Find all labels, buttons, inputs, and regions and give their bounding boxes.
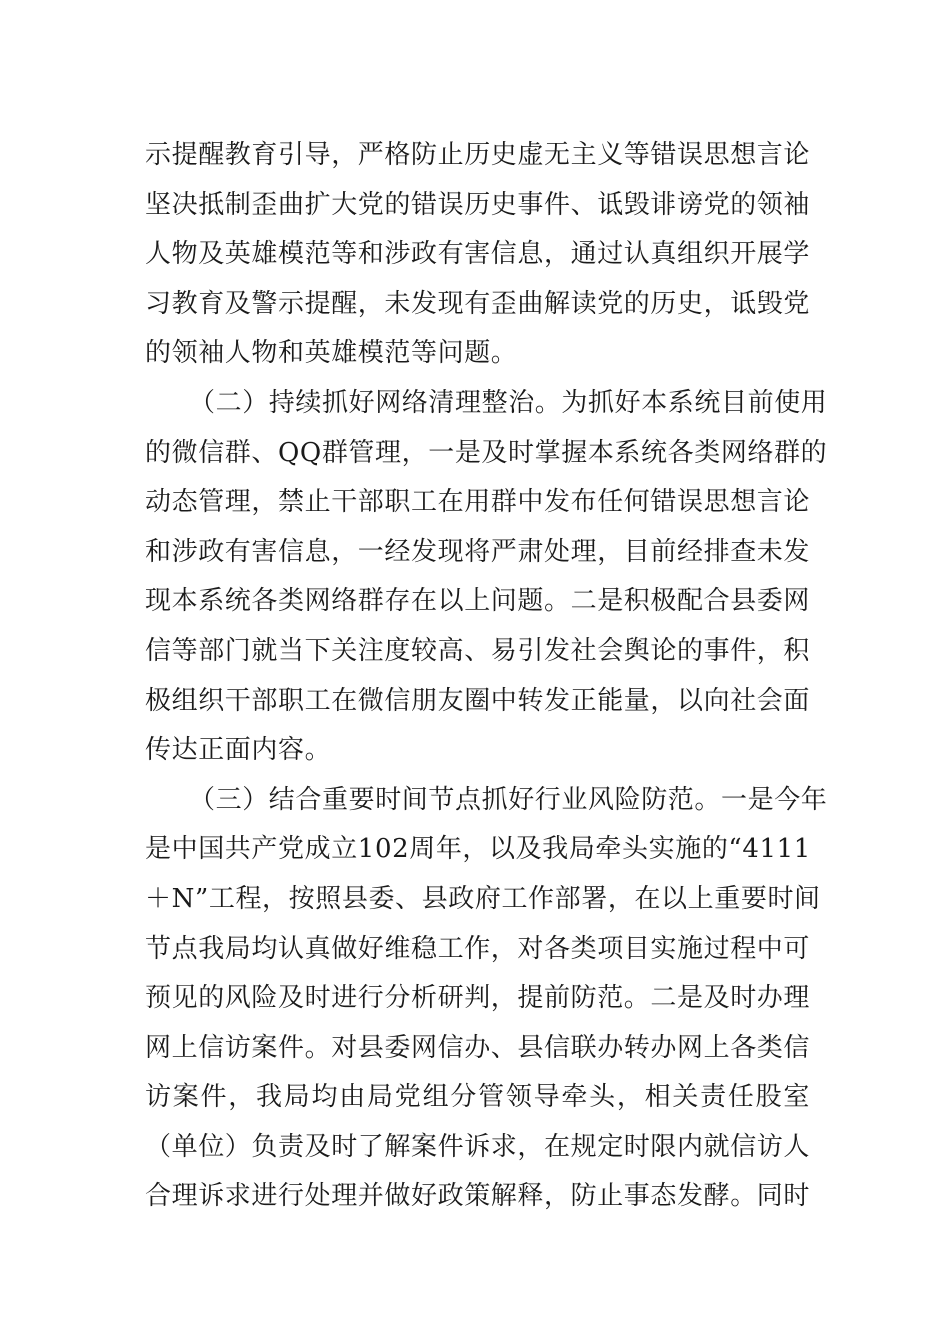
section-heading-line: （三）结合重要时间节点抓好行业风险防范。一是今年	[189, 784, 828, 815]
text-line: 网上信访案件。对县委网信办、县信联办转办网上各类信	[145, 1032, 811, 1063]
text-line: 动态管理，禁止干部职工在用群中发布任何错误思想言论	[145, 487, 811, 518]
text-line: 极组织干部职工在微信朋友圈中转发正能量，以向社会面	[145, 685, 811, 716]
text-line: 现本系统各类网络群存在以上问题。二是积极配合县委网	[145, 586, 811, 617]
text-line: 预见的风险及时进行分析研判，提前防范。二是及时办理	[145, 983, 811, 1014]
text-line: 和涉政有害信息，一经发现将严肃处理，目前经排查未发	[145, 536, 811, 567]
text-line: 坚决抵制歪曲扩大党的错误历史事件、诋毁诽谤党的领袖	[145, 189, 811, 220]
text-line: 的微信群、QQ群管理，一是及时掌握本系统各类网络群的	[145, 437, 828, 468]
document-body	[145, 131, 828, 1222]
text-line: 示提醒教育引导，严格防止历史虚无主义等错误思想言论	[145, 140, 811, 170]
section-heading-line: （二）持续抓好网络清理整治。为抓好本系统目前使用	[189, 387, 828, 418]
text-line: 习教育及警示提醒，未发现有歪曲解读党的历史，诋毁党	[145, 288, 811, 319]
text-line: 访案件，我局均由局党组分管领导牵头，相关责任股室	[145, 1082, 810, 1113]
text-line: （单位）负责及时了解案件诉求，在规定时限内就信访人	[145, 1131, 811, 1162]
text-line: 信等部门就当下关注度较高、易引发社会舆论的事件，积	[145, 635, 811, 666]
text-line: 传达正面内容。	[145, 735, 332, 766]
text-line: 是中国共产党成立102周年，以及我局牵头实施的“4111	[145, 834, 811, 865]
text-line: ＋N”工程，按照县委、县政府工作部署，在以上重要时间	[145, 883, 821, 914]
text-line: 合理诉求进行处理并做好政策解释，防止事态发酵。同时	[145, 1181, 811, 1212]
text-line: 节点我局均认真做好维稳工作，对各类项目实施过程中可	[145, 933, 811, 964]
text-line: 人物及英雄模范等和涉政有害信息，通过认真组织开展学	[145, 239, 811, 270]
text-line: 的领袖人物和英雄模范等问题。	[145, 338, 518, 369]
